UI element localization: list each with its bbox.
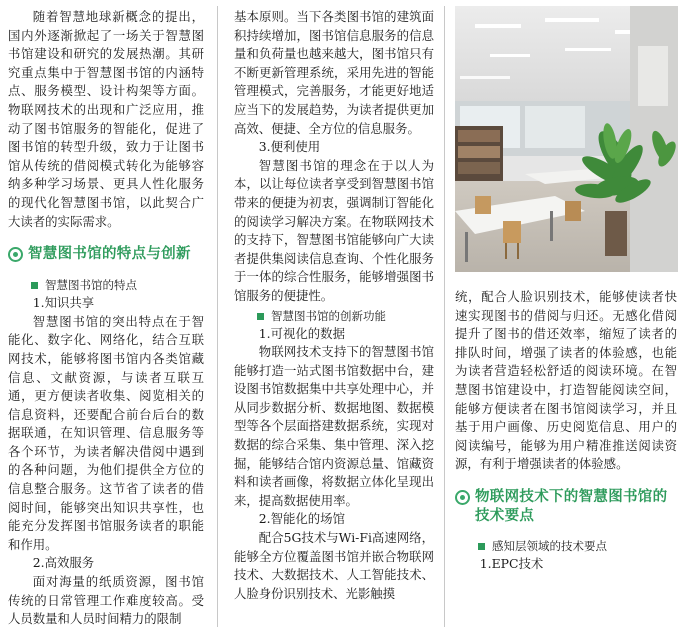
section-bullet-icon <box>455 490 470 505</box>
item-title: 2.智能化的场馆 <box>258 511 345 527</box>
column-3 <box>455 288 677 574</box>
subsection-heading <box>234 308 434 325</box>
item-title: 3.便利使用 <box>258 139 321 155</box>
square-bullet-icon <box>257 313 264 320</box>
square-bullet-icon <box>31 282 38 289</box>
section-heading-text: 物联网技术下的智慧图书馆的技术要点 <box>475 488 668 524</box>
body-paragraph: 智慧图书馆的突出特点在于智能化、数字化、网络化，结合互联网技术，能够将图书馆内各类馆藏信息、文献资源，与读者互联互通，更方便读者收集、阅览相关的信息资料，还要配合前台后台的数据联通，在知识管理、信息服务等各个环节，为读者解决借阅中遇到的各种问题，为他们提供全方位的信息整合服务。这节省了读者的借阅时间，能够突出知识共享性，也能充分发挥图书馆服务读者的职能和作用。 <box>8 313 204 552</box>
item-title: 2.高效服务 <box>32 555 95 571</box>
section-heading <box>8 245 204 264</box>
item-title: 1.EPC技术 <box>479 555 544 571</box>
item-title: 1.可视化的数据 <box>258 325 345 341</box>
subsection-heading-text: 智慧图书馆的特点 <box>45 278 137 293</box>
square-bullet-icon <box>478 543 485 550</box>
item-title: 1.知识共享 <box>32 295 95 311</box>
column-divider <box>217 6 218 627</box>
body-paragraph: 面对海量的纸质资源，图书馆传统的日常管理工作难度较高。受人员数量和人员时间精力的限制 <box>8 574 204 627</box>
column-2 <box>234 8 434 603</box>
body-paragraph: 配合5G技术与Wi-Fi高速网络，能够全方位覆盖图书馆并嵌合物联网技术、大数据技术、人工智能技术、人脸身份识别技术、光影触摸 <box>234 530 434 601</box>
subsection-heading-text: 智慧图书馆的创新功能 <box>271 308 386 323</box>
body-paragraph: 基本原则。当下各类图书馆的建筑面积持续增加，图书馆信息服务的信息量和负荷量也越来越大，图书馆只有不断更新管理系统，采用先进的智能管理模式，完善服务，才能更好地适应当下的发展趋势，为读者提供更加高效、便捷、全方位的信息服务。 <box>234 9 434 136</box>
subsection-heading <box>455 538 677 555</box>
column-divider <box>444 6 445 627</box>
body-paragraph: 物联网技术支持下的智慧图书馆能够打造一站式图书馆数据中台，建设图书馆数据集中共享处理中心，并从同步数据分析、数据地图、数据模型等各个层面搭建数据系统，实现对数据的综合采集、集中管理、深入挖掘，能够结合馆内资源总量、馆藏资料和读者画像，将数据立体化呈现出来，提高数据使用率。 <box>234 344 434 508</box>
library-interior-photo <box>455 6 678 272</box>
column-1 <box>8 8 204 629</box>
body-paragraph: 智慧图书馆的理念在于以人为本，以让每位读者享受到智慧图书馆带来的便捷为初衷，强调制订智能化的阅读学习解决方案。在物联网技术的支持下，智慧图书馆能够向广大读者提供集阅读信息查询、个性化服务于一体的综合性服务，能够增强图书馆服务的便捷性。 <box>234 157 434 303</box>
section-heading-text: 智慧图书馆的特点与创新 <box>28 246 191 263</box>
subsection-heading-text: 感知层领域的技术要点 <box>492 538 607 553</box>
subsection-heading <box>8 277 204 294</box>
intro-paragraph: 随着智慧地球新概念的提出，国内外逐渐掀起了一场关于智慧图书馆建设和研究的发展热潮。其研究重点集中于智慧图书馆的内涵特点、服务模型、设计构架等方面。物联网技术的出现和广泛应用，推动了图书馆服务的智能化，促进了图书馆的转型升级，致力于让图书馆从传统的借阅模式转化为能够容纳多种学习场景、更具人性化服务的现代化智慧图书馆，以此契合广大读者的实际需求。 <box>8 9 204 229</box>
section-bullet-icon <box>8 247 23 262</box>
body-paragraph: 统，配合人脸识别技术，能够使读者快速实现图书的借阅与归还。无感化借阅提升了图书的借还效率，缩短了读者的排队时间，增强了读者的体验感，也能为读者营造轻松舒适的阅读环境。在智慧图书馆建设中，打造智能阅读空间，能够方便读者在图书馆阅读学习，并且基于用户画像、历史阅览信息、用户的阅读编号，能够为用户精准推送阅读资源，有利于增强读者的体验感。 <box>455 289 677 472</box>
section-heading <box>455 488 677 526</box>
